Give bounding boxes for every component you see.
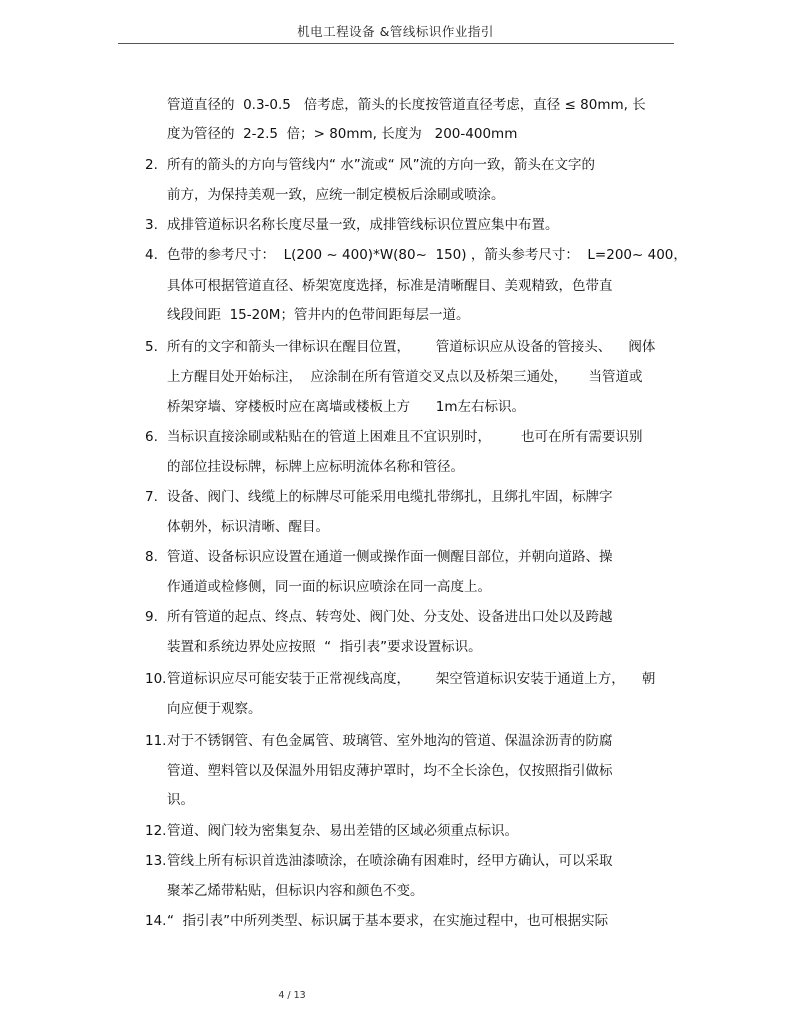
list-item-line: 所有的箭头的方向与管线内“ 水”流或“ 风”流的方向一致，箭头在文字的	[167, 157, 596, 173]
list-item-line: 体朝外，标识清晰、醒目。	[167, 519, 329, 535]
list-item-line: 管道、阀门较为密集复杂、易出差错的区域必须重点标识。	[167, 823, 518, 839]
continuation-line: 度为管径的 2-2.5 倍；> 80mm, 长度为 200-400mm	[167, 126, 518, 142]
list-item-line: 所有管道的起点、终点、转弯处、阀门处、分支处、设备进出口处以及跨越	[167, 609, 613, 625]
list-item-number: 9.	[145, 609, 158, 625]
list-item-line: 的部位挂设标牌，标牌上应标明流体名称和管径。	[167, 459, 464, 475]
list-item-line: 识。	[167, 792, 194, 808]
list-item-line: 上方醒目处开始标注， 应涂制在所有管道交叉点以及桥架三通处， 当管道或	[167, 369, 643, 385]
list-item-number: 11.	[145, 733, 167, 749]
list-item-number: 3.	[145, 217, 158, 233]
header-divider	[118, 43, 674, 44]
list-item-line: 色带的参考尺寸： L(200 ~ 400)*W(80~ 150) ，箭头参考尺寸： L=200~ 400，	[167, 247, 687, 263]
continuation-line: 管道直径的 0.3-0.5 倍考虑，箭头的长度按管道直径考虑，直径 ≤ 80mm, 长	[167, 97, 646, 113]
list-item-number: 13.	[145, 853, 167, 869]
list-item-line: 管道、塑料管以及保温外用铝皮薄护罩时，均不全长涂色，仅按照指引做标	[167, 763, 613, 779]
list-item-number: 2.	[145, 157, 158, 173]
list-item-line: 向应便于观察。	[167, 701, 262, 717]
list-item-number: 8.	[145, 549, 158, 565]
list-item-number: 4.	[145, 247, 158, 263]
list-item-number: 5.	[145, 339, 158, 355]
list-item-line: 作通道或检修侧，同一面的标识应喷涂在同一高度上。	[167, 579, 491, 595]
list-item-line: 管线上所有标识首选油漆喷涂，在喷涂确有困难时，经甲方确认，可以采取	[167, 853, 613, 869]
list-item-line: 对于不锈钢管、有色金属管、玻璃管、室外地沟的管道、保温涂沥青的防腐	[167, 733, 613, 749]
header-title: 机电工程设备 &管线标识作业指引	[297, 24, 494, 39]
list-item-number: 14.	[145, 913, 167, 929]
page-footer	[242, 990, 342, 1001]
list-item-line: 具体可根据管道直径、桥架宽度选择，标准是清晰醒目、美观精致，色带直	[167, 278, 613, 294]
list-item-number: 6.	[145, 429, 158, 445]
list-item-number: 7.	[145, 489, 158, 505]
list-item-line: 所有的文字和箭头一律标识在醒目位置， 管道标识应从设备的管接头、 阀体	[167, 339, 656, 355]
page-header	[0, 22, 791, 40]
list-item-line: 前方，为保持美观一致，应统一制定模板后涂刷或喷涂。	[167, 187, 505, 203]
list-item-line: 当标识直接涂刷或粘贴在的管道上困难且不宜识别时， 也可在所有需要识别	[167, 429, 643, 445]
page-number: 4 / 13	[278, 990, 306, 1001]
list-item-line: 线段间距 15-20M；管井内的色带间距每层一道。	[167, 307, 470, 323]
list-item-number: 12.	[145, 823, 167, 839]
list-item-number: 10.	[145, 671, 167, 687]
list-item-line: 装置和系统边界处应按照 “ 指引表”要求设置标识。	[167, 639, 482, 655]
list-item-line: 聚苯乙烯带粘贴，但标识内容和颜色不变。	[167, 883, 424, 899]
list-item-line: 成排管道标识名称长度尽量一致，成排管线标识位置应集中布置。	[167, 217, 559, 233]
list-item-line: 管道标识应尽可能安装于正常视线高度， 架空管道标识安装于通道上方， 朝	[167, 671, 656, 687]
list-item-line: “ 指引表”中所列类型、标识属于基本要求，在实施过程中，也可根据实际	[167, 913, 609, 929]
list-item-line: 桥架穿墙、穿楼板时应在离墙或楼板上方 1m左右标识。	[167, 399, 525, 415]
list-item-line: 设备、阀门、线缆上的标牌尽可能采用电缆扎带绑扎，且绑扎牢固，标牌字	[167, 489, 613, 505]
list-item-line: 管道、设备标识应设置在通道一侧或操作面一侧醒目部位，并朝向道路、操	[167, 549, 613, 565]
